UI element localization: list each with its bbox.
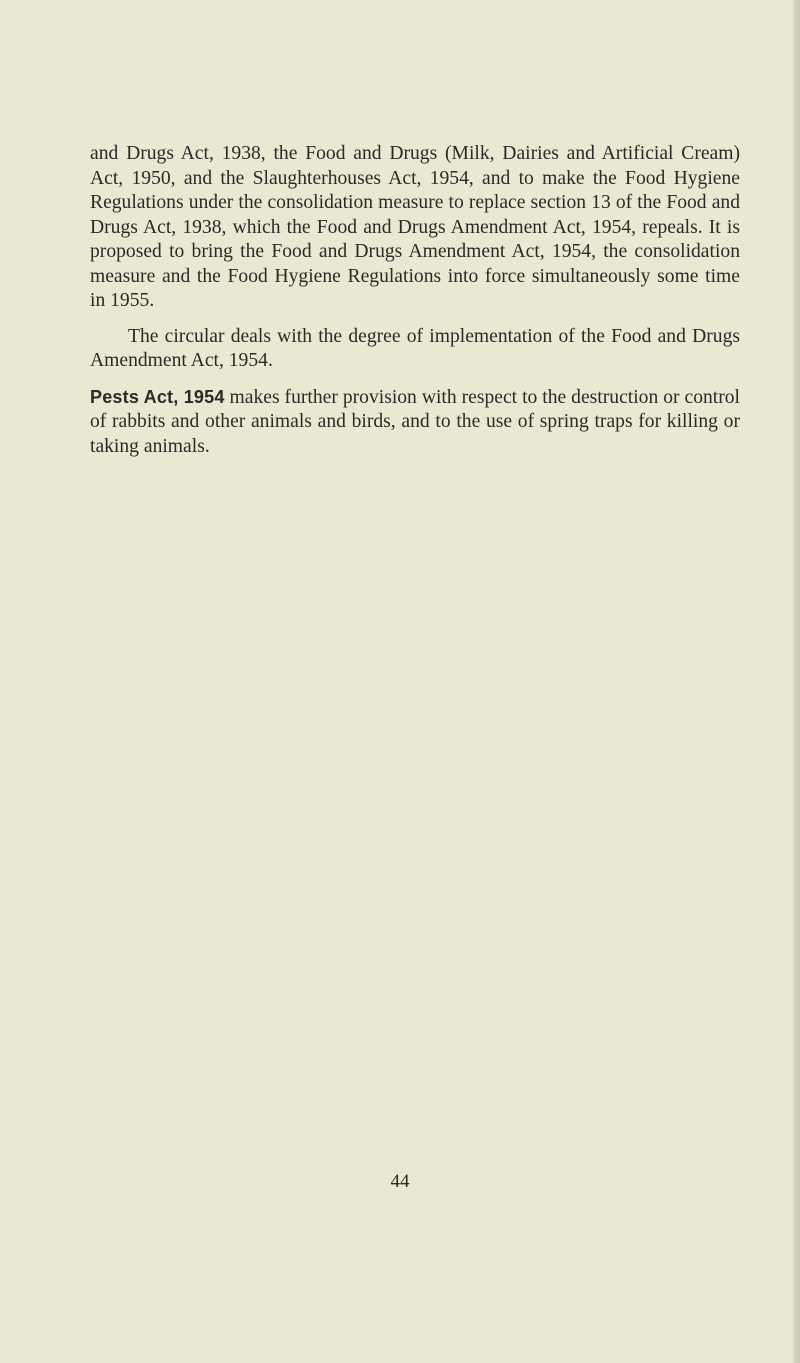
paragraph-circular (90, 325, 740, 374)
act-heading: Pests Act, 1954 (90, 386, 225, 407)
paragraph-food-drugs-continuation (90, 142, 740, 314)
paragraph-pests-act (90, 385, 740, 460)
paragraph-text: and Drugs Act, 1938, the Food and Drugs (Milk, Dairies and Artificial Cream) Act, 1950, and the Slaughterhouses Act, 1954, and to make the Food Hygiene Regulations under the consolidation measure to replace section 13 of the Food and Drugs Act, 1938, which the Food and Drugs Amendment Act, 1954, repeals. It is proposed to bring the Food and Drugs Amendment Act, 1954, the consolidation measure and the Food Hygiene Regulations into force simultaneously some time in 1955. (90, 143, 740, 311)
page-edge-shadow (793, 0, 800, 1363)
paragraph-text: The circular deals with the degree of implementation of the Food and Drugs Amendment Act, 1954. (90, 325, 740, 371)
document-body (90, 142, 740, 459)
page-number: 44 (390, 1171, 410, 1192)
paragraph-text: makes further provision with respect to the destruction or control of rabbits and other animals and birds, and to the use of spring traps for killing or taking animals. (90, 386, 740, 457)
